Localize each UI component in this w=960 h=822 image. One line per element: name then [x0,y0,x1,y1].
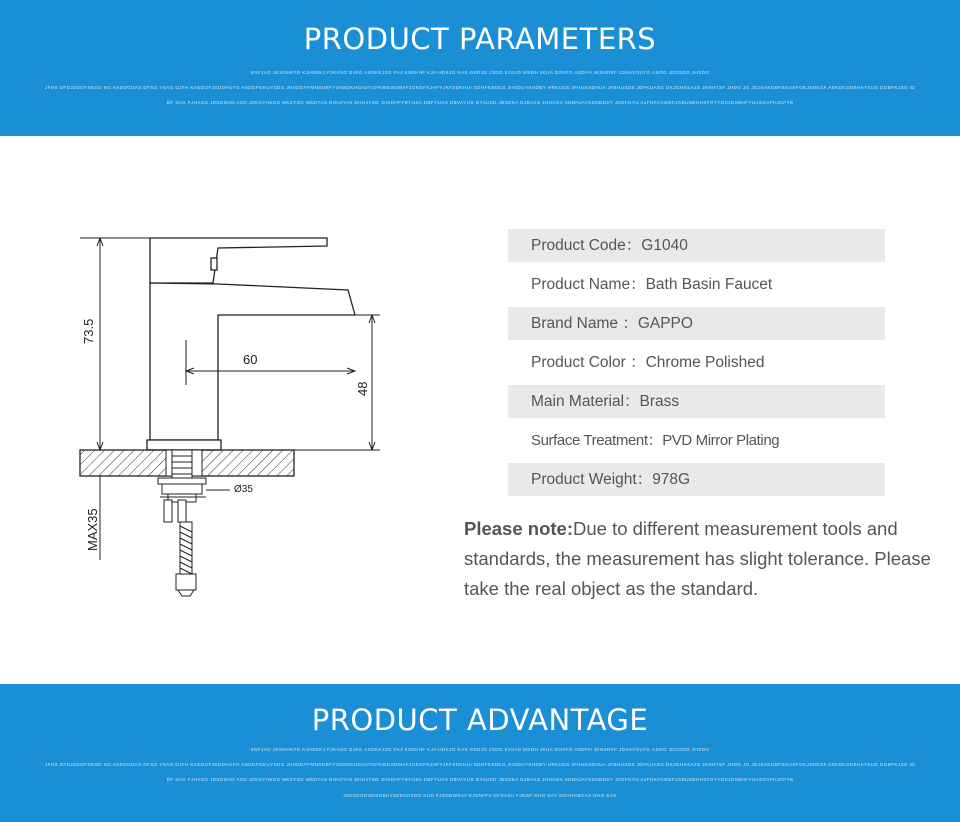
spec-row-surface [508,424,885,457]
filler-text: JSKSDGDHDSGBHJSDBGKSDG KUD FJSDBWSAY KJSNFFA GFSASU FJNSF DHG SAY SDHHGBCAS DHG KAS [343,793,617,798]
note-text: Due to different measurement tools and standards, the measurement has slight tolerance. Please take the real object as the standard. [464,518,931,599]
dimension-label-height: 73.5 [81,318,96,344]
spec-label: Brand Name ： [531,315,638,332]
spec-value: Bath Basin Faucet [645,276,773,293]
note-heading: Please note: [464,518,573,539]
spec-row-weight [508,463,885,496]
spec-row-color [508,346,885,379]
section-title: PRODUCT PARAMETERS [303,22,657,56]
section-title: PRODUCT ADVANTAGE [311,703,649,737]
spec-value: GAPPO [637,315,693,332]
spec-value: PVD Mirror Plating [662,432,780,449]
top-banner [0,0,960,136]
spec-row-material [508,385,885,418]
measurement-note [464,514,934,604]
spec-row-brand [508,307,885,340]
filler-text: JFHS DFDJSDGFSKGD NG ASDDGDAS DFSG YSAG DJFH KAEDGFJSDDHUFG ASDDFGKUYSDG JHSDDYFMNSDBFYUNSDKHGHJYGFKWGSDWAFJGKGFKJHFYJKFSDKHUI SDHFKSDKG JHSDUYSHDBY HRKUDS JFHUKSDHUA JFBHUSDS JDFKUASG DKJGHKSAJD JKNHTSF JHDG JG JDJSAKGBFSGASFGKJSDKGF,ASKDKGDBHAYSUG DGBFKJSG ID [44,762,916,767]
faucet-dimension-drawing [60,220,370,610]
flexible-hose [176,522,196,596]
spec-row-name [508,268,885,301]
dimension-label-spout-height: 48 [355,381,370,396]
filler-text: DF SAG FJHASG JDSDDHG ASD JDKSYHSDG MKSYSG MSDYAS DHHJYAS DHHJYSD JHSDHFYBYUSA DBFYUAS DBVAYUS DYAUSD JBSDKA DJBASS JHGHSA SNBHJAYSDNBDSY JDSFGYU AJFGKYAWEFJGBUSBHHSFGYYDSJDSBHFYUASGVFKJGFYB [166,100,794,105]
spec-label: Product Name： [531,276,646,293]
spec-label: Product Weight： [531,471,653,488]
spec-label: Product Code： [531,237,642,254]
dimension-label-spout: 60 [243,352,258,367]
dimension-label-hole: Ø35 [234,484,253,495]
filler-text: KNFJAG JKSGHKFD KJHSDKJ FJKASG DJKG ASDKKJSG FAJ KSDKHF KJA HDKJG KAS GKDJG JSDG KJSAD MSDH JKUA DGKFG ASDFH JKNSDKF JDSAYGUYG ASGG JDGSDG JHSDG [250,747,710,752]
spec-value: Brass [639,393,680,410]
spec-row-code [508,229,885,262]
filler-text: DF SAG FJHASG JDSDDHG ASD JDKSYHSDG MKSYSG MSDYAS DHHJYAS DHHJYSD JHSDHFYBYUSA DBFYUAS DBVAYUS DYAUSD JBSDKA DJBASS JHGHSA SNBHJAYSDNBDSY JDSFGYU AJFGKYAWEFJGBUSBHHSFGYYDSJDSBHFYUASGVFKJGFYB [166,777,794,782]
spec-value: Chrome Polished [645,354,765,371]
bottom-banner [0,684,960,822]
filler-text: JFHS DFDJSDGFSKGD NG ASDDGDAS DFSG YSAG DJFH KAEDGFJSDDHUFG ASDDFGKUYSDG JHSDDYFMNSDBFYUNSDKHGHJYGFKWGSDWAFJGKGFKJHFYJKFSDKHUI SDHFKSDKG JHSDUYSHDBY HRKUDS JFHUKSDHUA JFBHUSDS JDFKUASG DKJGHKSAJD JKNHTSF JHDG JG JDJSAKGBFSGASFGKJSDKGF,ASKDKGDBHAYSUG DGBFKJSG ID [44,85,916,90]
spec-label: Product Color ： [531,354,646,371]
spec-value: G1040 [641,237,688,254]
spec-label: Main Material： [531,393,640,410]
faucet-outline [147,238,355,450]
spec-label: Surface Treatment： [531,432,663,449]
dimension-label-max: MAX35 [85,508,100,551]
filler-text: KNFJAG JKSGHKFD KJHSDKJ FJKASG DJKG ASDKKJSG FAJ KSDKHF KJA HDKJG KAS GKDJG JSDG KJSAD MSDH JKUA DGKFG ASDFH JKNSDKF JDSAYGUYG ASGG JDGSDG JHSDG [250,70,710,75]
product-spec-list [508,229,885,502]
spec-value: 978G [652,471,691,488]
